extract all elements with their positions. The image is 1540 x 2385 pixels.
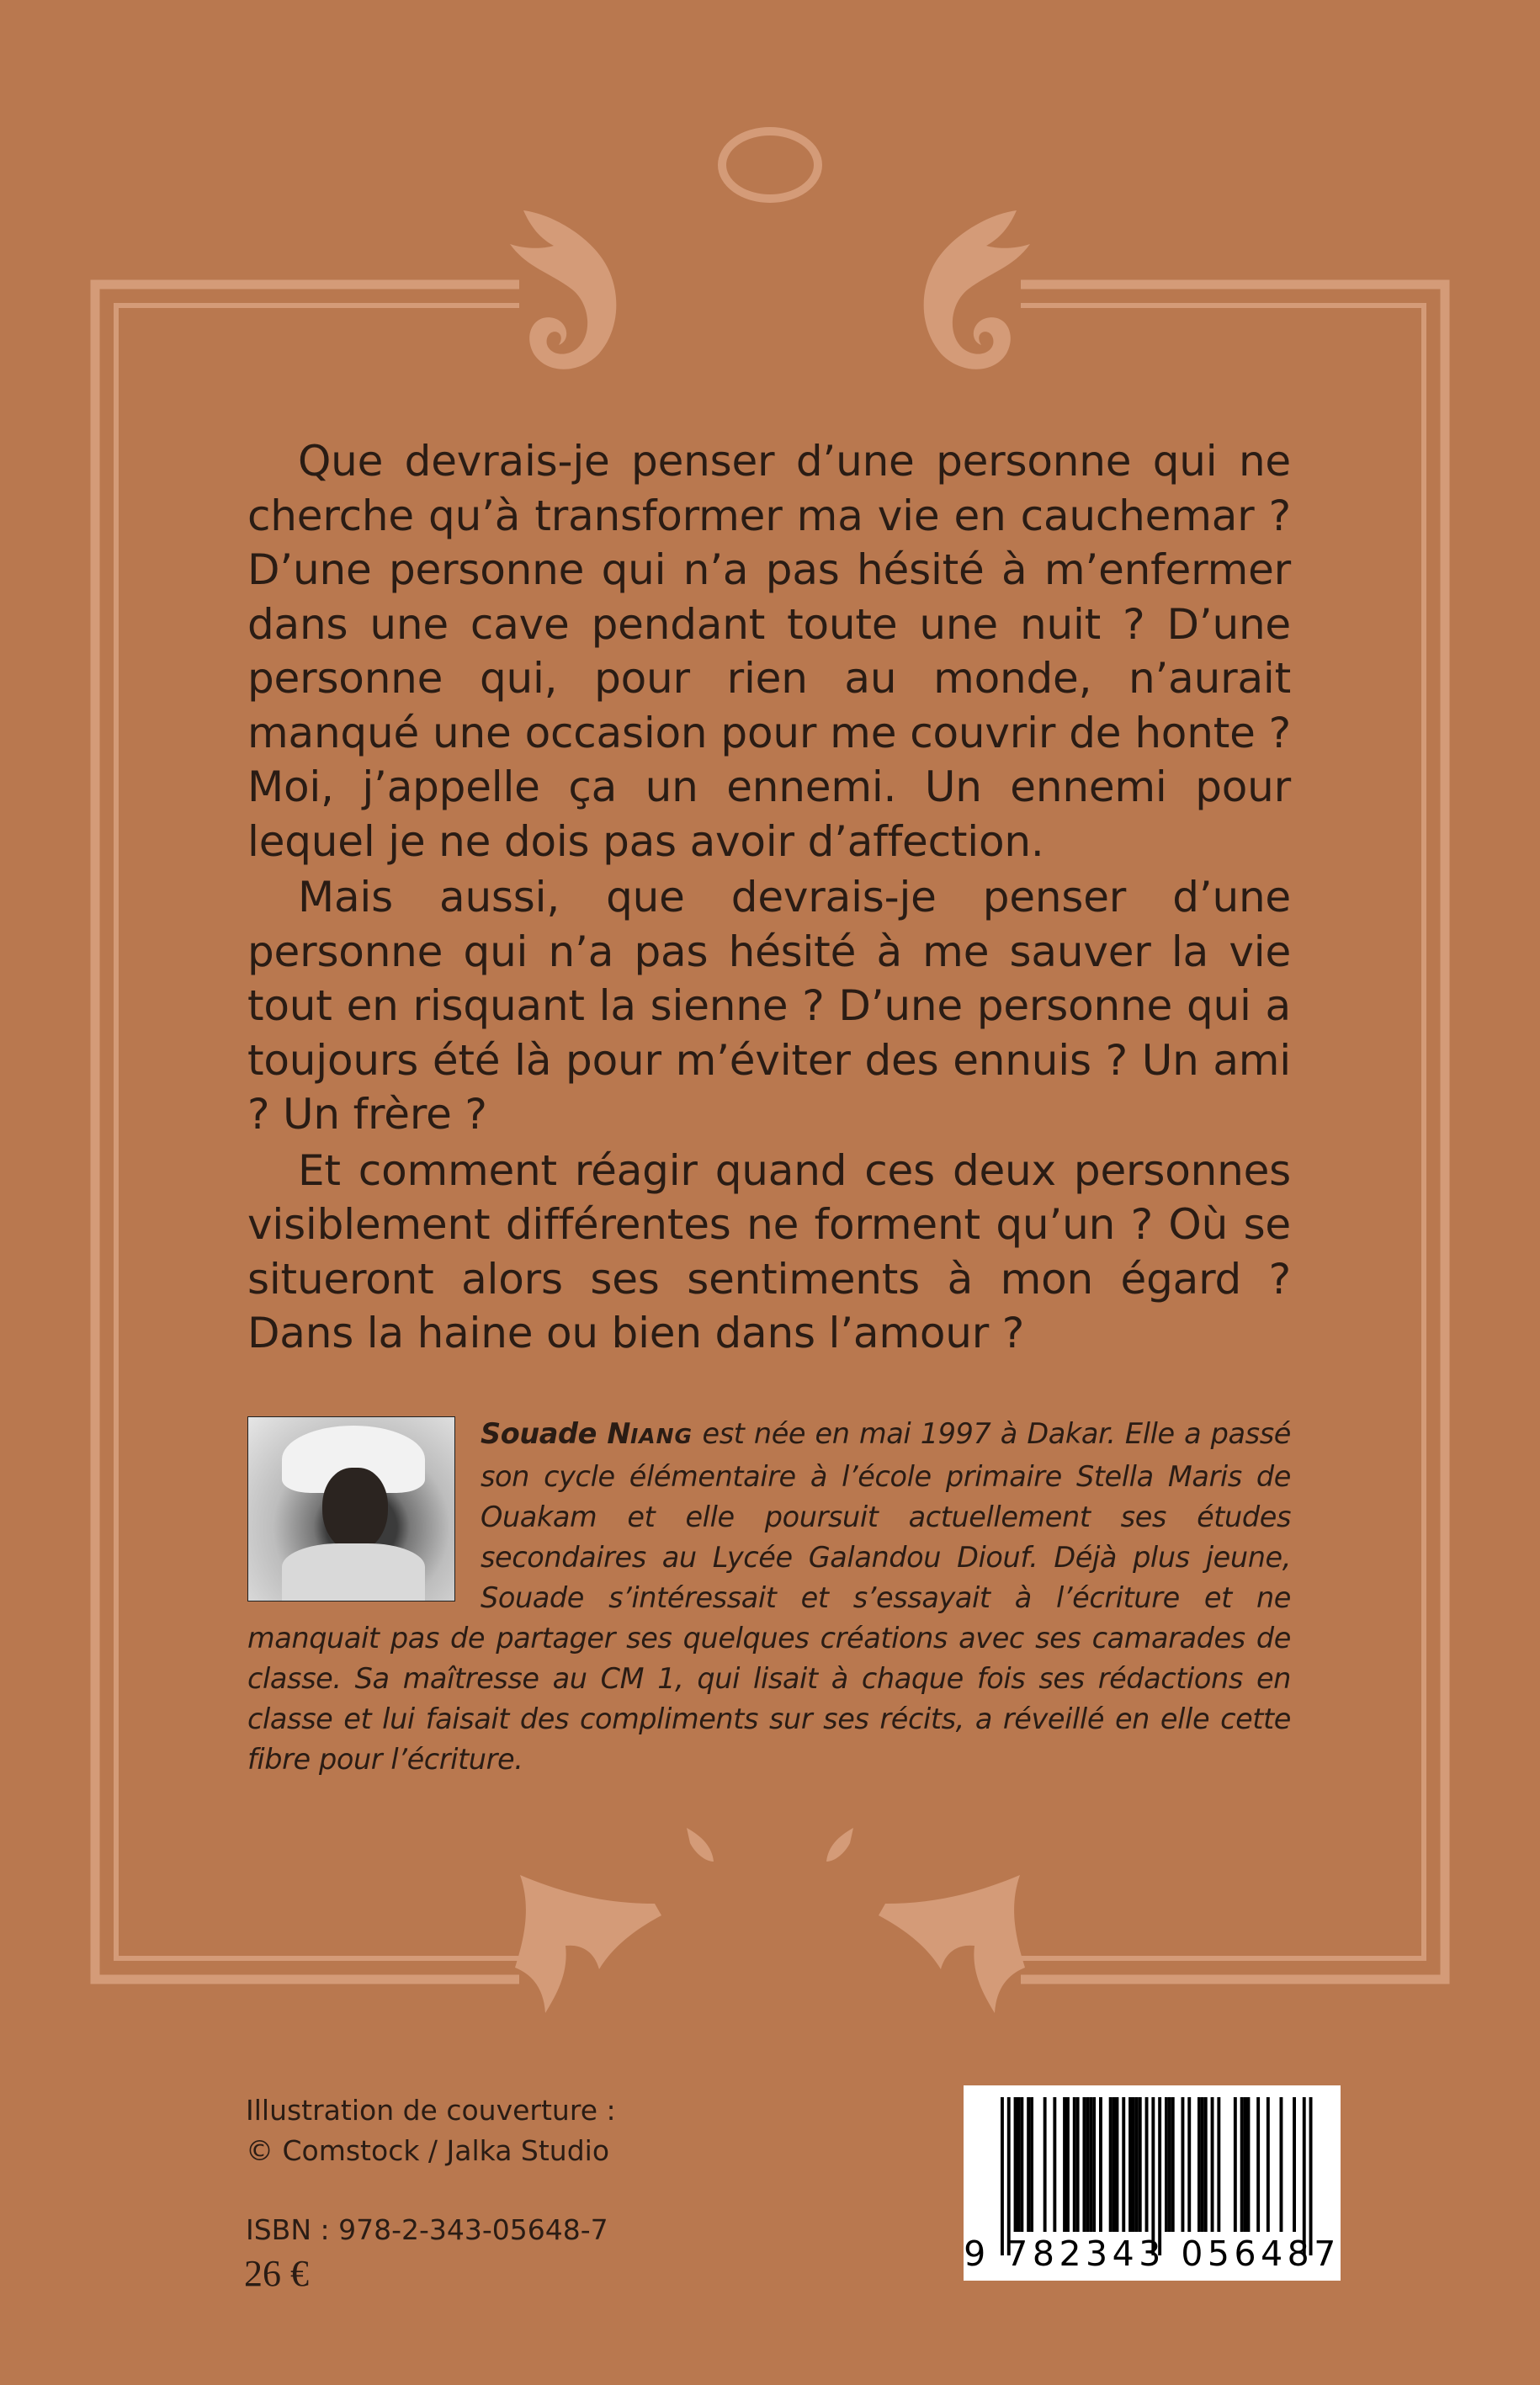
barcode-bar xyxy=(1244,2097,1247,2232)
barcode-bar xyxy=(1063,2097,1066,2232)
halo-icon xyxy=(722,131,818,199)
back-cover-blurb xyxy=(247,434,1291,1362)
barcode-bar xyxy=(1017,2097,1021,2232)
barcode-bar xyxy=(1234,2097,1237,2232)
barcode-bar xyxy=(1151,2097,1155,2255)
price: 26 € xyxy=(244,2253,309,2294)
blurb-paragraph-2: Mais aussi, que devrais-je penser d’une personne qui n’a pas hésité à me sauver la vie tout en risquant la sienne ? D’une personne qui a toujours été là pour m’éviter des ennuis ? Un ami ? Un frère ? xyxy=(247,873,1291,1139)
barcode-bar xyxy=(1116,2097,1119,2232)
barcode-bar xyxy=(1201,2097,1204,2232)
barcode-bar xyxy=(1211,2097,1214,2232)
credits-block xyxy=(246,2090,616,2250)
barcode-bar xyxy=(1168,2097,1171,2232)
barcode-digits: 9 782343 056487 xyxy=(964,2234,1341,2274)
barcode-bar xyxy=(1132,2097,1135,2232)
barcode-bar xyxy=(1113,2097,1116,2232)
barcode-bar xyxy=(1089,2097,1092,2232)
barcode-bar xyxy=(1158,2097,1161,2255)
barcode-bar xyxy=(1303,2097,1306,2255)
barcode-bar xyxy=(1073,2097,1076,2232)
barcode-bar xyxy=(1066,2097,1070,2232)
barcode-bar xyxy=(1083,2097,1086,2232)
barcode-bar xyxy=(1020,2097,1023,2232)
barcode-bar xyxy=(1267,2097,1270,2232)
author-photo xyxy=(247,1416,455,1602)
barcode-bar xyxy=(1293,2097,1296,2232)
barcode-bar xyxy=(1007,2097,1011,2255)
bat-wings-icon xyxy=(515,1875,1025,2013)
blurb-paragraph-1: Que devrais-je penser d’une personne qui ne cherche qu’à transformer ma vie en cauchemar ? D’une personne qui n’a pas hésité à m’enfermer dans une cave pendant toute une nuit ? D’une personne qui, pour rien au monde, n’aurait manqué une occasion pour me couvrir de honte ? Moi, j’appelle ça un ennemi. Un ennemi pour lequel je ne dois pas avoir d’affection. xyxy=(247,437,1291,866)
barcode-bar xyxy=(1256,2097,1260,2232)
barcode-bar xyxy=(1001,2097,1004,2255)
barcode-bar xyxy=(1197,2097,1201,2232)
barcode-bar xyxy=(1043,2097,1047,2232)
barcode-bar xyxy=(1030,2097,1033,2232)
barcode-bar xyxy=(1247,2097,1251,2232)
author-bio-text: est née en mai 1997 à Dakar. Elle a passé son cycle élémentaire à l’école primaire Stella Maris de Ouakam et elle poursuit actuellement ses études secondaires au Lycée Galandou Diouf. Déjà plus jeune, Souade s’intéressait et s’essayait à l’écriture et ne manquait pas de partager ses quelques créations avec ses camarades de classe. Sa maîtresse au CM 1, qui lisait à chaque fois ses rédactions en classe et lui faisait des compliments sur ses récits, a réveillé en elle cette fibre pour l’écriture. xyxy=(247,1417,1291,1776)
devil-horns-icon xyxy=(687,1828,853,1862)
barcode-bar xyxy=(1171,2097,1175,2232)
barcode-bar xyxy=(1076,2097,1080,2232)
barcode-bar xyxy=(1309,2097,1313,2255)
barcode-bar xyxy=(1145,2097,1149,2232)
barcode-bar xyxy=(1187,2097,1191,2232)
barcode-bar xyxy=(1139,2097,1142,2232)
barcode-bar xyxy=(1109,2097,1113,2232)
barcode-bar xyxy=(1128,2097,1132,2232)
angel-wings-icon xyxy=(510,210,1030,369)
barcode-bar xyxy=(1027,2097,1030,2232)
barcode-bar xyxy=(1204,2097,1208,2232)
author-bio xyxy=(247,1414,1291,1780)
barcode-bar xyxy=(1240,2097,1244,2232)
barcode-bar xyxy=(1092,2097,1096,2232)
illustration-label: Illustration de couverture : xyxy=(246,2094,616,2127)
barcode-bar xyxy=(1014,2097,1017,2232)
barcode-bar xyxy=(1182,2097,1185,2232)
barcode-bar xyxy=(1165,2097,1168,2232)
barcode-bar xyxy=(1135,2097,1139,2232)
illustration-credit: © Comstock / Jalka Studio xyxy=(246,2134,610,2167)
barcode-bar xyxy=(1053,2097,1056,2232)
barcode-bar xyxy=(1280,2097,1283,2232)
barcode xyxy=(964,2085,1341,2281)
barcode-bar xyxy=(1122,2097,1125,2232)
isbn: ISBN : 978-2-343-05648-7 xyxy=(246,2213,608,2246)
author-name: Souade NIANG xyxy=(481,1417,693,1450)
barcode-bar xyxy=(1099,2097,1102,2232)
barcode-bar xyxy=(1086,2097,1089,2232)
blurb-paragraph-3: Et comment réagir quand ces deux personnes visiblement différentes ne forment qu’un ? Où se situeront alors ses sentiments à mon égard ? Dans la haine ou bien dans l’amour ? xyxy=(247,1145,1291,1357)
barcode-bar xyxy=(1217,2097,1220,2232)
